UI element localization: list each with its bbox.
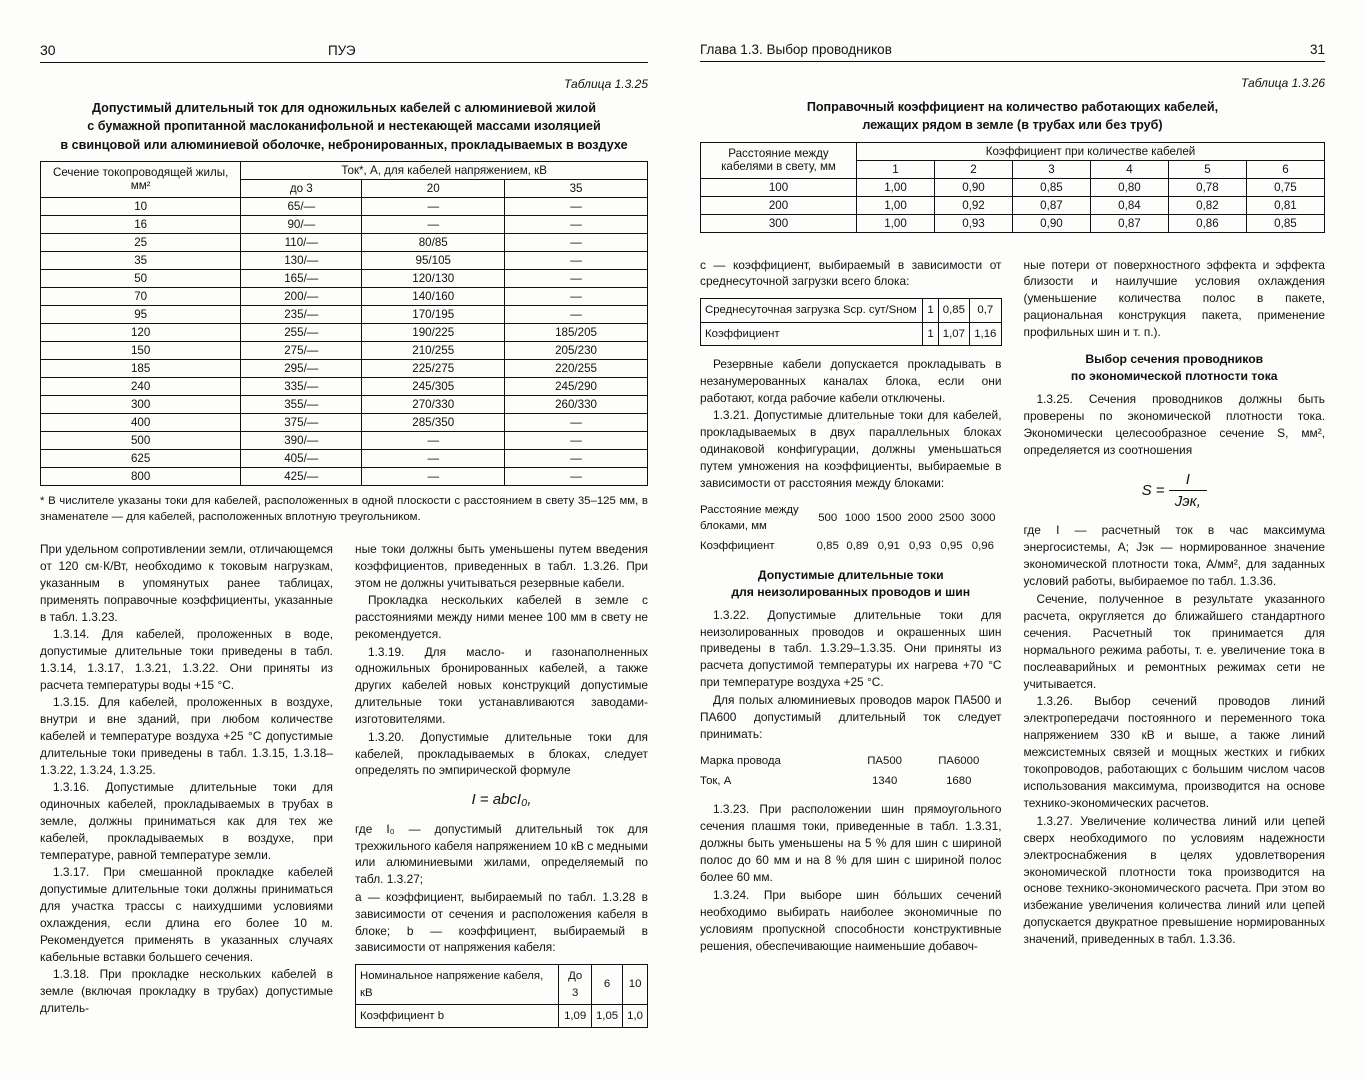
table-cell: 0,81 [1246, 196, 1324, 214]
table-block-distance [700, 500, 1002, 557]
table-cell: 25 [41, 233, 241, 251]
paragraph: где I₀ — допустимый длительный ток для трехжильного кабеля напряжением 10 кВ с медными или алюминиевыми жилами, определяемый по табл. 1.3.27; [355, 821, 648, 887]
paragraph: 1.3.16. Допустимые длительные токи для одиночных кабелей, прокладываемых в трубах в земле, должны приниматься как для тех же кабелей, прокладываемых в воздухе, при температуре, равной температуре земли. [40, 780, 333, 862]
table-cell: 240 [41, 377, 241, 395]
col-header-u3: до 3 [241, 179, 362, 197]
table-cell: 0,82 [1168, 196, 1246, 214]
left-body-text [40, 541, 648, 1028]
paragraph: 1.3.21. Допустимые длительные токи для кабелей, прокладываемых в двух параллельных блоках одинаковой конфигурации, должны уменьшаться путем умножения на коэффициенты, выбираемые в зависимости от расстояния между блоками: [700, 408, 1002, 491]
formula-fraction [1169, 469, 1207, 513]
table-coefficient-c [700, 298, 1002, 345]
row-label-avg-load: Среднесуточная загрузка Sср. сут/Sном [701, 299, 923, 322]
table-cell: — [505, 287, 648, 305]
paragraph: Для полых алюминиевых проводов марок ПА500 и ПА600 допустимый длительный ток следует принимать: [700, 693, 1002, 741]
table-cell: 500 [41, 431, 241, 449]
table-row [41, 431, 648, 449]
table-cell: 95 [41, 305, 241, 323]
table-cell: 165/— [241, 269, 362, 287]
table-cell: 140/160 [362, 287, 505, 305]
cell: ПА6000 [938, 754, 980, 767]
row-label-wire-brand: Марка провода [700, 754, 781, 767]
table-cell: — [505, 467, 648, 485]
cell: 1680 [946, 775, 972, 788]
cell: 1,05 [591, 1004, 622, 1027]
cell: 0,7 [970, 299, 1001, 322]
table-cell: 295/— [241, 359, 362, 377]
cell: ПА500 [867, 754, 903, 767]
table-cell: 150 [41, 341, 241, 359]
paragraph: где I — расчетный ток в час максимума энергосистемы, А; Jэк — нормированное значение экономической плотности тока, А/мм², для заданных условий работы, выбираемое по табл. 1.3.36. [1023, 523, 1325, 589]
table-cell: — [505, 305, 648, 323]
table-cell: — [505, 215, 648, 233]
table-cell: 800 [41, 467, 241, 485]
cell: 2500 [938, 512, 965, 525]
table-cell: 170/195 [362, 305, 505, 323]
cell: 2000 [907, 512, 933, 525]
table-cell: 50 [41, 269, 241, 287]
table-cell: 100 [701, 178, 857, 196]
table-cell: 70 [41, 287, 241, 305]
paragraph: c — коэффициент, выбираемый в зависимости от среднесуточной загрузки всего блока: [700, 257, 1002, 289]
col-header-current-span: Ток*, А, для кабелей напряжением, кВ [241, 161, 648, 179]
row-label-coefficient: Коэффициент [700, 540, 775, 553]
table-cell: 425/— [241, 467, 362, 485]
row-label-block-distance: Расстояние между блоками, мм [700, 503, 799, 533]
table-cell: 300 [701, 214, 857, 232]
left-table-footnote: * В числителе указаны токи для кабелей, расположенных в одной плоскости с расстоянием в свету 35–125 мм, в знаменателе — для кабелей, расположенных вплотную треугольником. [40, 494, 648, 523]
left-header-rule [40, 62, 648, 63]
table-cell: — [505, 431, 648, 449]
table-cell: — [505, 251, 648, 269]
cell: 3000 [970, 512, 996, 525]
left-page-header [40, 0, 648, 58]
table-cell: 0,87 [1012, 196, 1090, 214]
table-cell: 185/205 [505, 323, 648, 341]
cell: До 3 [559, 965, 592, 1004]
col-header-distance: Расстояние между кабелями в свету, мм [701, 142, 857, 178]
left-header-title: ПУЭ [327, 43, 356, 58]
table-cell: 225/275 [362, 359, 505, 377]
cell: 10 [623, 965, 648, 1004]
table-row [41, 305, 648, 323]
table-cell: 80/85 [362, 233, 505, 251]
paragraph: 1.3.24. При выборе шин бо́льших сечений необходимо выбирать наиболее экономичные по условиям пропускной способности конструктивные решения, обеспечивающие наименьшие добавоч- [700, 887, 1002, 953]
paragraph: Прокладка нескольких кабелей в земле с расстояниями между ними менее 100 мм в свету не рекомендуется. [355, 593, 648, 642]
table-cell: 0,93 [934, 214, 1012, 232]
table-cell: 210/255 [362, 341, 505, 359]
table-row [41, 359, 648, 377]
table-row [701, 196, 1325, 214]
right-page-column [700, 0, 1325, 955]
table-cell: 200 [701, 196, 857, 214]
col-header-count: 4 [1090, 160, 1168, 178]
paragraph: 1.3.27. Увеличение количества линий или цепей сверх необходимого по условиям надежности электроснабжения в целях удовлетворения экономической плотности тока производится на основе технико-экономического расчета. При этом во избежание увеличения количества линий или цепей допускается двукратное превышение нормированных значений, приведенных в табл. 1.3.36. [1023, 813, 1325, 947]
col-header-count: 2 [934, 160, 1012, 178]
row-label-current: Ток, А [700, 775, 732, 788]
cell: 1340 [871, 775, 898, 788]
table-cell: — [505, 269, 648, 287]
table-row [41, 413, 648, 431]
left-table-title [40, 99, 648, 154]
paragraph: ные потери от поверхностного эффекта и эффекта близости и наилучшие условия охлаждения (уменьшение количества полос в пакете, рациональная конструкция пакета, применение профильных шин и т. п.). [1023, 257, 1325, 340]
table-cell: 375/— [241, 413, 362, 431]
table-1-3-25 [40, 161, 648, 486]
paragraph: a — коэффициент, выбираемый по табл. 1.3.28 в зависимости от сечения и расположения кабеля в блоке; b — коэффициент, выбираемый в зависимости от напряжения кабеля: [355, 889, 648, 955]
table-cell: 1,00 [857, 178, 935, 196]
table-row [41, 233, 648, 251]
paragraph: 1.3.19. Для масло- и газонаполненных одножильных бронированных кабелей, а также других кабелей новых конструкций допустимые длительные токи устанавливаются заводами-изготовителями. [355, 644, 648, 727]
cell: 0,85 [938, 299, 969, 322]
table-cell: 120 [41, 323, 241, 341]
table-cell: 205/230 [505, 341, 648, 359]
table-cell: 285/350 [362, 413, 505, 431]
table-row [41, 377, 648, 395]
table-row [41, 269, 648, 287]
table-row [41, 323, 648, 341]
paragraph: 1.3.14. Для кабелей, проложенных в воде, допустимые длительные токи приведены в табл. 1.3.14, 1.3.17, 1.3.21, 1.3.22. Они приняты из расчета температуры воды +15 °С. [40, 627, 333, 692]
cell: 0,91 [877, 540, 900, 553]
table-row [41, 251, 648, 269]
cell: 1 [923, 322, 938, 345]
cell: 0,96 [971, 540, 994, 553]
subheading-line-2: для неизолированных проводов и шин [731, 584, 971, 599]
table-cell: — [362, 215, 505, 233]
cell: 1,0 [623, 1004, 648, 1027]
subheading-line-2: по экономической плотности тока [1070, 369, 1278, 384]
table-cell: 275/— [241, 341, 362, 359]
col-header-section: Сечение токопроводящей жилы, мм² [41, 161, 241, 197]
paragraph: 1.3.17. При смешанной прокладке кабелей допустимые длительные токи должны приниматься для участка трассы с наихудшими условиями охлаждения, если длина его более 10 м. Рекомендуется применять в указанных случаях кабельные вставки большего сечения. [40, 865, 333, 964]
left-page-number: 30 [40, 42, 56, 58]
left-table-title-line-3: в свинцовой или алюминиевой оболочке, небронированных, прокладываемых в воздухе [60, 137, 628, 152]
cell: 500 [818, 512, 838, 525]
paragraph: 1.3.26. Выбор сечений проводов линий электропередачи постоянного и переменного тока напряжением 330 кВ и выше, а также линий межсистемных связей и мощных жестких и гибких токопроводов, работающих с большим числом часов использования максимума, производится на основе технико-экономических расчетов. [1023, 694, 1325, 810]
table-cell: 0,75 [1246, 178, 1324, 196]
left-page-column [40, 0, 648, 1028]
table-row [41, 449, 648, 467]
table-cell: 65/— [241, 197, 362, 215]
table-1-3-26 [700, 142, 1325, 233]
col-header-count: 6 [1246, 160, 1324, 178]
col-header-count: 5 [1168, 160, 1246, 178]
table-cell: 90/— [241, 215, 362, 233]
table-cell: 245/305 [362, 377, 505, 395]
table-cell: — [505, 197, 648, 215]
table-cell: 625 [41, 449, 241, 467]
table-cell: 10 [41, 197, 241, 215]
paragraph: ные токи должны быть уменьшены путем введения коэффициентов, приведенных в табл. 1.3.26. При этом не должны учитываться резервные кабели. [355, 542, 648, 590]
paragraph: 1.3.18. При прокладке нескольких кабелей в земле (включая прокладку в трубах) допустимые длитель- [40, 967, 333, 1016]
paragraph: 1.3.22. Допустимые длительные токи для неизолированных проводов и окрашенных шин приведены в табл. 1.3.29–1.3.35. Они приняты из расчета допустимой температуры их нагрева +70 °С при температуре воздуха +25 °С. [700, 607, 1002, 690]
table-cell: — [362, 431, 505, 449]
table-row [41, 197, 648, 215]
table-cell: 335/— [241, 377, 362, 395]
table-cell: 0,80 [1090, 178, 1168, 196]
cell: 1,16 [970, 322, 1001, 345]
table-cell: 405/— [241, 449, 362, 467]
table-cell: 120/130 [362, 269, 505, 287]
table-cell: 0,86 [1168, 214, 1246, 232]
table-pa-conductors [700, 751, 1002, 791]
row-label-coefficient: Коэффициент [701, 322, 923, 345]
paragraph: 1.3.20. Допустимые длительные токи для кабелей, прокладываемых в блоках, следует определять по эмпирической формуле [355, 729, 648, 778]
table-cell: — [505, 233, 648, 251]
table-cell: 235/— [241, 305, 362, 323]
paragraph: 1.3.23. При расположении шин прямоугольного сечения плашмя токи, приведенные в табл. 1.3.31, должны быть уменьшены на 5 % для шин с шириной полос до 60 мм и на 8 % для шин с шириной полос более 60 мм. [700, 802, 1002, 884]
col-header-35: 35 [505, 179, 648, 197]
table-coefficient-b [355, 964, 648, 1028]
right-body-text [700, 257, 1325, 956]
table-cell: 190/225 [362, 323, 505, 341]
right-body-column-2 [1024, 257, 1326, 956]
table-cell: 270/330 [362, 395, 505, 413]
table-cell: 1,00 [857, 196, 935, 214]
right-page-header [700, 0, 1325, 57]
table-cell: 185 [41, 359, 241, 377]
table-cell: 260/330 [505, 395, 648, 413]
left-table-caption: Таблица 1.3.25 [563, 77, 648, 91]
paragraph: Сечение, полученное в результате указанного расчета, округляется до ближайшего стандартного сечения. Расчетный ток принимается для нормального режима работы, т. е. увеличение тока в послеаварийных и ремонтных режимах сети не учитывается. [1023, 592, 1325, 691]
table-cell: 1,00 [857, 214, 935, 232]
cell: 0,93 [909, 540, 932, 553]
col-header-count: 1 [857, 160, 935, 178]
table-cell: 0,85 [1246, 214, 1324, 232]
table-cell: 200/— [241, 287, 362, 305]
table-row [41, 287, 648, 305]
table-cell: 400 [41, 413, 241, 431]
table-row [41, 341, 648, 359]
table-cell: — [362, 449, 505, 467]
table-cell: 16 [41, 215, 241, 233]
cell: 1,07 [938, 322, 969, 345]
cell: 1500 [876, 512, 902, 525]
col-header-count: 3 [1012, 160, 1090, 178]
formula-economic-section [1024, 469, 1326, 513]
table-cell: 0,90 [1012, 214, 1090, 232]
right-table-title-line-2: лежащих рядом в земле (в трубах или без труб) [862, 118, 1163, 133]
table-cell: 0,84 [1090, 196, 1168, 214]
table-row [701, 214, 1325, 232]
cell: 6 [591, 965, 622, 1004]
right-table-title-line-1: Поправочный коэффициент на количество работающих кабелей, [806, 100, 1219, 114]
cell: 0,95 [940, 540, 963, 553]
table-cell: — [362, 467, 505, 485]
formula-numerator: I [1169, 469, 1207, 491]
right-table-caption: Таблица 1.3.26 [1240, 76, 1325, 90]
subheading-line-1: Допустимые длительные токи [757, 567, 944, 582]
right-body-column-1 [700, 257, 1002, 956]
table-cell: 0,90 [934, 178, 1012, 196]
table-row [41, 395, 648, 413]
right-table-title [700, 98, 1325, 135]
right-page-number: 31 [1309, 42, 1325, 57]
table-cell: 300 [41, 395, 241, 413]
cell: 1000 [844, 512, 871, 525]
cell: 1 [923, 299, 938, 322]
left-table-title-line-1: Допустимый длительный ток для одножильных кабелей с алюминиевой жилой [92, 101, 596, 115]
table-cell: 390/— [241, 431, 362, 449]
cell: 1,09 [559, 1004, 592, 1027]
table-cell: 355/— [241, 395, 362, 413]
right-header-title: Глава 1.3. Выбор проводников [700, 42, 892, 57]
formula-i0: I = abcI₀, [471, 791, 532, 809]
table-cell: 0,78 [1168, 178, 1246, 196]
table-cell: 130/— [241, 251, 362, 269]
cell: 0,89 [846, 540, 869, 553]
table-cell: 35 [41, 251, 241, 269]
table-cell: 110/— [241, 233, 362, 251]
formula-left-side: S = [1141, 481, 1165, 499]
right-header-rule [700, 61, 1325, 62]
table-cell: 0,85 [1012, 178, 1090, 196]
subheading-allowable-currents [700, 567, 1002, 601]
row-label-voltage: Номинальное напряжение кабеля, кВ [356, 965, 559, 1004]
subheading-line-1: Выбор сечения проводников [1085, 352, 1264, 367]
col-header-20: 20 [362, 179, 505, 197]
table-cell: 95/105 [362, 251, 505, 269]
table-cell: — [505, 449, 648, 467]
table-cell: — [362, 197, 505, 215]
table-row [701, 178, 1325, 196]
paragraph: При удельном сопротивлении земли, отличающемся от 120 см·К/Вт, необходимо к токовым нагрузкам, указанным в упомянутых ранее таблицах, применять поправочные коэффициенты, указанные в табл. 1.3.23. [40, 542, 333, 624]
paragraph: Резервные кабели допускается прокладывать в незанумерованных каналах блока, если они работают, когда рабочие кабели отключены. [700, 356, 1002, 405]
formula-denominator: Jэк, [1174, 493, 1201, 511]
table-cell: — [505, 413, 648, 431]
table-cell: 0,92 [934, 196, 1012, 214]
paragraph: 1.3.15. Для кабелей, проложенных в воздухе, внутри и вне зданий, при любом количестве кабелей и температуре воздуха +25 °С допустимые длительные токи приведены в табл. 1.3.15, 1.3.18–1.3.22, 1.3.24, 1.3.25. [40, 695, 333, 777]
cell: 0,85 [816, 540, 839, 553]
paragraph: 1.3.25. Сечения проводников должны быть проверены по экономической плотности тока. Экономически целесообразное сечение S, мм², определяется из соотношения [1023, 392, 1325, 457]
table-cell: 220/255 [505, 359, 648, 377]
left-table-title-line-2: с бумажной пропитанной маслоканифольной и нестекающей массами изоляцией [87, 119, 601, 134]
row-label-coefficient: Коэффициент b [356, 1004, 559, 1027]
table-cell: 255/— [241, 323, 362, 341]
table-row [41, 215, 648, 233]
table-row [41, 467, 648, 485]
table-cell: 245/290 [505, 377, 648, 395]
table-cell: 0,87 [1090, 214, 1168, 232]
col-header-coefficient-span: Коэффициент при количестве кабелей [857, 142, 1325, 160]
subheading-economic-density [1024, 351, 1326, 385]
